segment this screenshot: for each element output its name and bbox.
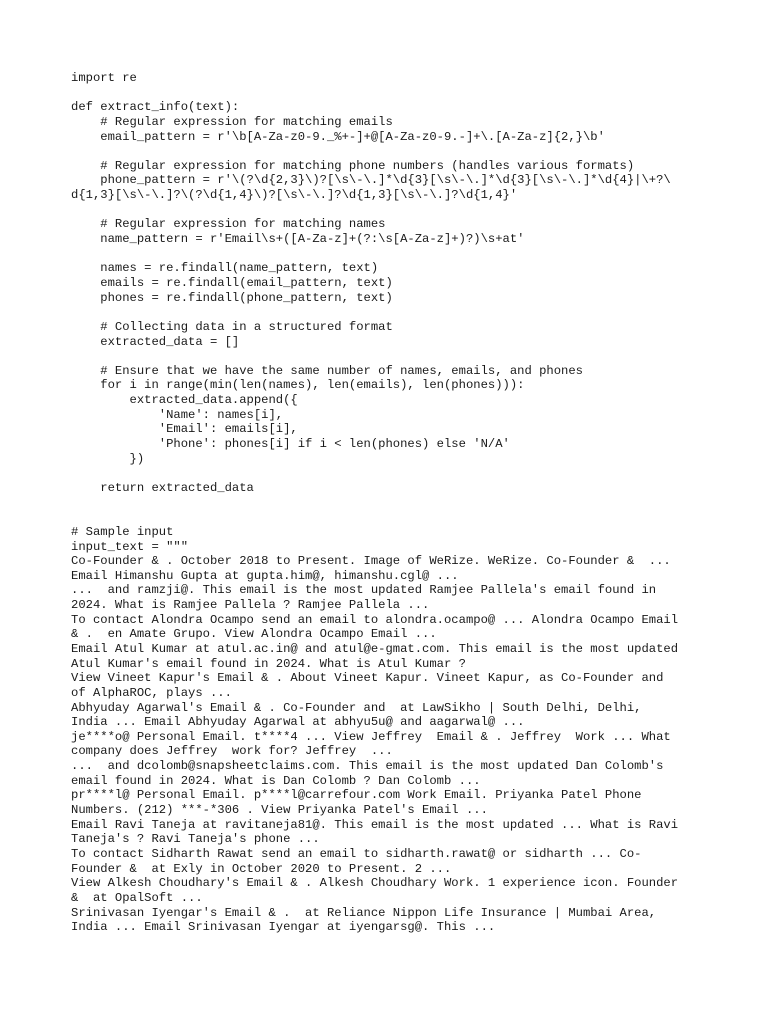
code-line: for i in range(min(len(names), len(emails), len(phones))): (71, 378, 525, 393)
code-line: India ... Email Abhyuday Agarwal at abhyu5u@ and aagarwal@ ... (71, 715, 525, 730)
code-line: email_pattern = r'\b[A-Za-z0-9._%+-]+@[A-Za-z0-9.-]+\.[A-Za-z]{2,}\b' (71, 129, 605, 144)
code-line (71, 466, 711, 481)
code-line: # Regular expression for matching emails (71, 114, 393, 129)
code-line (71, 203, 711, 218)
code-line: d{1,3}[\s\-\.]?\(?\d{1,4}\)?[\s\-\.]?\d{1,3}[\s\-\.]?\d{1,4}' (71, 188, 518, 203)
code-line: 'Name': names[i], (71, 407, 284, 422)
code-line: extracted_data = [] (71, 334, 240, 349)
code-line (71, 510, 711, 525)
code-line (71, 496, 711, 511)
code-line: company does Jeffrey work for? Jeffrey ... (71, 744, 393, 759)
code-line: 'Phone': phones[i] if i < len(phones) else 'N/A' (71, 437, 510, 452)
code-line: import re (71, 71, 137, 85)
code-line: Email Ravi Taneja at ravitaneja81@. This email is the most updated ... What is Ravi (71, 817, 679, 832)
code-line: 2024. What is Ramjee Pallela ? Ramjee Pallela ... (71, 598, 430, 613)
code-line: # Ensure that we have the same number of names, emails, and phones (71, 363, 583, 378)
code-line: Srinivasan Iyengar's Email & . at Reliance Nippon Life Insurance | Mumbai Area, (71, 905, 657, 920)
code-line: def extract_info(text): (71, 100, 240, 115)
code-line: email found in 2024. What is Dan Colomb ? Dan Colomb ... (71, 773, 481, 788)
code-line: return extracted_data (71, 480, 254, 495)
code-line: Email Atul Kumar at atul.ac.in@ and atul@e-gmat.com. This email is the most updated (71, 641, 679, 656)
code-line: pr****l@ Personal Email. p****l@carrefour.com Work Email. Priyanka Patel Phone (71, 788, 642, 803)
code-line: Abhyuday Agarwal's Email & . Co-Founder and at LawSikho | South Delhi, Delhi, (71, 700, 642, 715)
code-line: of AlphaROC, plays ... (71, 685, 232, 700)
code-line: je****o@ Personal Email. t****4 ... View Jeffrey Email & . Jeffrey Work ... What (71, 729, 671, 744)
code-line: emails = re.findall(email_pattern, text) (71, 275, 393, 290)
code-line: }) (71, 451, 145, 466)
code-line (71, 144, 711, 159)
code-line: India ... Email Srinivasan Iyengar at iyengarsg@. This ... (71, 920, 496, 935)
code-line: & at OpalSoft ... (71, 890, 203, 905)
code-line: View Alkesh Choudhary's Email & . Alkesh Choudhary Work. 1 experience icon. Founder (71, 876, 679, 891)
code-line: Email Himanshu Gupta at gupta.him@, himanshu.cgl@ ... (71, 568, 459, 583)
code-line (71, 247, 711, 262)
code-block (71, 71, 711, 935)
code-line: Numbers. (212) ***-*306 . View Priyanka Patel's Email ... (71, 803, 488, 818)
code-line: input_text = """ (71, 539, 189, 554)
code-line: Atul Kumar's email found in 2024. What is Atul Kumar ? (71, 656, 466, 671)
code-line: # Collecting data in a structured format (71, 319, 393, 334)
code-line: 'Email': emails[i], (71, 422, 298, 437)
code-line: View Vineet Kapur's Email & . About Vineet Kapur. Vineet Kapur, as Co-Founder and (71, 671, 664, 686)
code-line (71, 349, 711, 364)
code-line: To contact Sidharth Rawat send an email to sidharth.rawat@ or sidharth ... Co- (71, 846, 642, 861)
code-line (71, 305, 711, 320)
code-line: Co-Founder & . October 2018 to Present. Image of WeRize. WeRize. Co-Founder & ... (71, 554, 671, 569)
code-line: ... and ramzji@. This email is the most updated Ramjee Pallela's email found in (71, 583, 657, 598)
code-line: extracted_data.append({ (71, 393, 298, 408)
code-line: phones = re.findall(phone_pattern, text) (71, 290, 393, 305)
code-line: # Regular expression for matching phone numbers (handles various formats) (71, 158, 635, 173)
code-line: name_pattern = r'Email\s+([A-Za-z]+(?:\s[A-Za-z]+)?)\s+at' (71, 232, 525, 247)
code-line: # Sample input (71, 524, 174, 539)
code-line: & . en Amate Grupo. View Alondra Ocampo Email ... (71, 627, 437, 642)
code-line: Taneja's ? Ravi Taneja's phone ... (71, 832, 320, 847)
code-line (71, 86, 711, 101)
code-line: To contact Alondra Ocampo send an email to alondra.ocampo@ ... Alondra Ocampo Email (71, 612, 679, 627)
code-line: ... and dcolomb@snapsheetclaims.com. This email is the most updated Dan Colomb's (71, 759, 664, 774)
code-line: Founder & at Exly in October 2020 to Present. 2 ... (71, 861, 452, 876)
code-line: # Regular expression for matching names (71, 217, 386, 232)
code-line: phone_pattern = r'\(?\d{2,3}\)?[\s\-\.]*\d{3}[\s\-\.]*\d{3}[\s\-\.]*\d{4}|\+?\ (71, 173, 671, 188)
code-line: names = re.findall(name_pattern, text) (71, 261, 379, 276)
